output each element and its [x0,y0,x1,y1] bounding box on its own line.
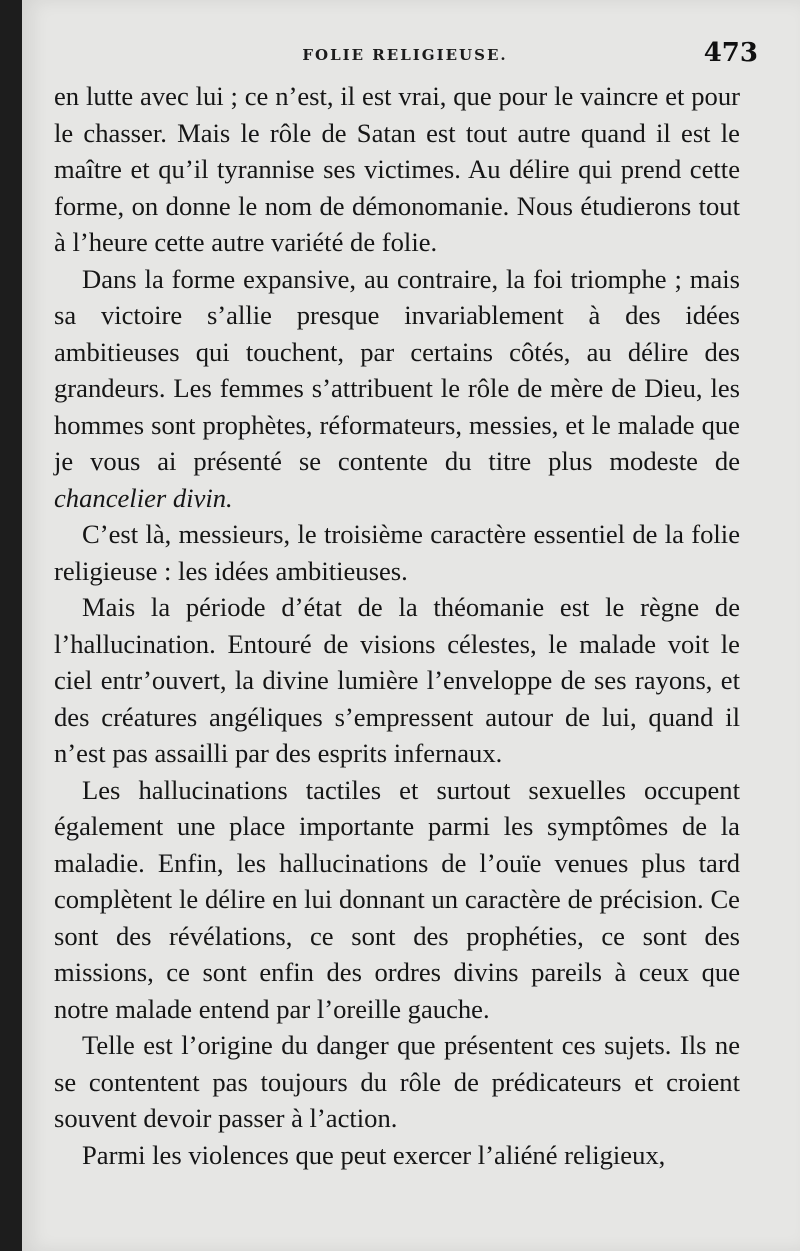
italic-title-phrase: chancelier divin. [54,482,233,513]
page-header [80,38,758,78]
paragraph: Les hallucinations tactiles et surtout sexuelles occupent également une place importante parmi les symptômes de la maladie. Enfin, les hallucinations de l’ouïe venues plus tard complètent le délire en lui donnant un caractère de précision. Ce sont des révélations, ce sont des prophéties, ce sont des missions, ce sont enfin des ordres divins pareils à ceux que notre malade entend par l’oreille gauche. [54,774,740,1024]
paragraph: Telle est l’origine du danger que présentent ces sujets. Ils ne se contentent pas toujours du rôle de prédicateurs et croient souvent devoir passer à l’action. [54,1030,740,1133]
body-text [54,78,740,1173]
paragraph: en lutte avec lui ; ce n’est, il est vrai, que pour le vaincre et pour le chasser. Mais le rôle de Satan est tout autre quand il est le maître et qu’il tyrannise ses victimes. Au délire qui prend cette forme, on donne le nom de démonomanie. Nous étudierons tout à l’heure cette autre variété de folie. [54,81,740,257]
running-title: FOLIE RELIGIEUSE. [302,46,508,64]
paragraph-text: Dans la forme expansive, au contraire, la foi triomphe ; mais sa victoire s’allie presque invariablement à des idées ambitieuses qui touchent, par certains côtés, au délire des grandeurs. Les femmes s’attribuent le rôle de mère de Dieu, les hommes sont prophètes, réformateurs, messies, et le malade que je vous ai présenté se contente du titre plus modeste de [54,263,740,476]
paragraph: Parmi les violences que peut exercer l’aliéné religieux, [82,1139,666,1170]
paragraph [54,261,740,517]
paragraph: C’est là, messieurs, le troisième caractère essentiel de la folie religieuse : les idées ambitieuses. [54,519,740,586]
book-page [22,0,800,1251]
page-number: 473 [703,38,758,68]
paragraph: Mais la période d’état de la théomanie est le règne de l’hallucination. Entouré de visions célestes, le malade voit le ciel entr’ouvert, la divine lumière l’enveloppe de ses rayons, et des créatures angéliques s’empressent autour de lui, quand il n’est pas assailli par des esprits infernaux. [54,592,740,768]
